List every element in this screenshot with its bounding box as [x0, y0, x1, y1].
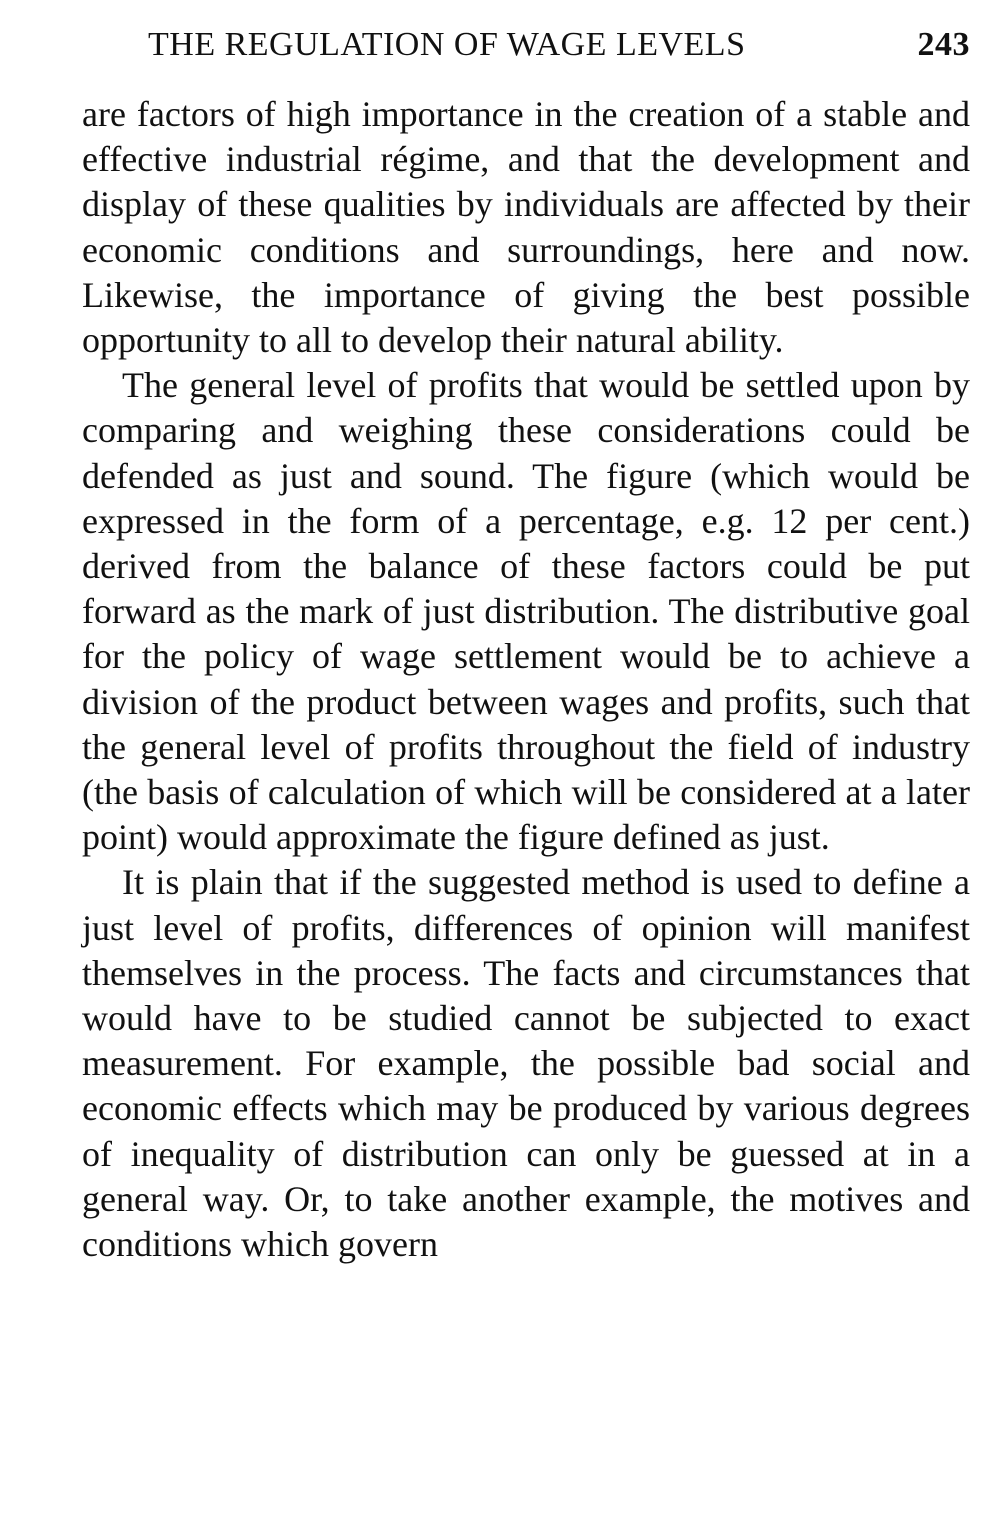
body-text [82, 92, 970, 1267]
page-number: 243 [917, 26, 970, 63]
paragraph-profits-level: The general level of profits that would be settled upon by comparing and weighing these considerations could be defended as just and sound. The figure (which would be expressed in the form of a percentage, e.g. 12 per cent.) derived from the balance of these factors could be put forward as the mark of just distribution. The distributive goal for the policy of wage settlement would be to achieve a division of the product between wages and profits, such that the general level of profits throughout the field of industry (the basis of calculation of which will be considered at a later point) would approximate the figure defined as just. [82, 365, 970, 858]
paragraph-differences-of-opinion: It is plain that if the suggested method is used to define a just level of profits, differences of opinion will manifest themselves in the process. The facts and circumstances that would have to be studied cannot be subjected to exact measurement. For example, the possible bad social and economic effects which may be produced by various degrees of inequality of distribution can only be guessed at in a general way. Or, to take another example, the motives and conditions which govern [82, 862, 970, 1265]
paragraph-continued: are factors of high importance in the creation of a stable and effective industrial régime, and that the development and display of these qualities by individuals are affected by their economic conditions and surroundings, here and now. Likewise, the importance of giving the best possible opportunity to all to develop their natural ability. [82, 94, 970, 361]
running-title: THE REGULATION OF WAGE LEVELS [148, 26, 746, 63]
running-head [148, 26, 970, 70]
